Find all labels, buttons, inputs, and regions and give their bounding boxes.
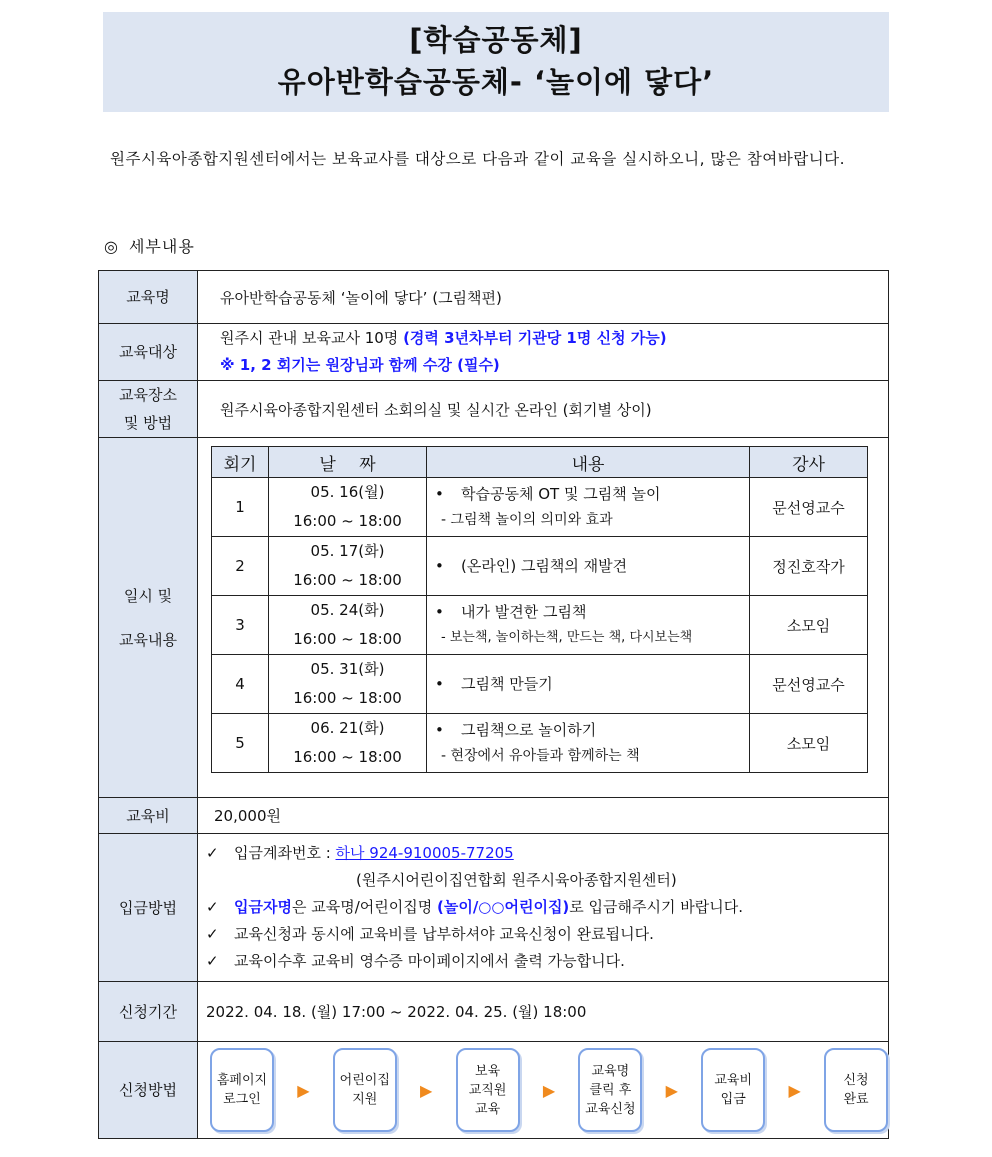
session-subtopic: - 그림책 놀이의 의미와 효과 (441, 512, 613, 528)
payment-label: 입금방법 (99, 834, 198, 982)
target-condition: (경력 3년차부터 기관당 1명 신청 가능) (403, 329, 667, 347)
step-text: 클릭 후 (589, 1082, 632, 1098)
step-text: 완료 (843, 1092, 869, 1107)
schedule-session-row (212, 478, 868, 537)
method-cell (198, 1042, 889, 1139)
session-instructor: 소모임 (750, 714, 868, 773)
step-text: 신청 (843, 1073, 869, 1088)
session-datetime (269, 714, 427, 773)
bullet-icon: • (435, 485, 444, 503)
section-heading (104, 234, 195, 257)
schedule-table (211, 446, 868, 773)
period-label: 신청기간 (99, 982, 198, 1042)
schedule-session-row (212, 655, 868, 714)
session-topic: 그림책으로 놀이하기 (461, 721, 597, 739)
step-text: 지원 (352, 1092, 378, 1107)
depositor-example: (놀이/○○어린이집) (436, 898, 570, 916)
payment-receipt-text: 교육이수후 교육비 영수증 마이페이지에서 출력 가능합니다. (234, 952, 625, 970)
session-datetime (269, 596, 427, 655)
payment-item-notice (206, 921, 888, 948)
arrow-right-icon: ▶ (297, 1080, 310, 1100)
details-table (98, 270, 889, 1139)
arrow-right-icon: ▶ (788, 1080, 801, 1100)
session-datetime (269, 655, 427, 714)
session-datetime (269, 478, 427, 537)
check-icon: ✓ (206, 844, 219, 862)
step-text: 로그인 (223, 1092, 261, 1107)
session-content (427, 596, 750, 655)
schedule-header-row (212, 447, 868, 478)
session-topic: (온라인) 그림책의 재발견 (461, 557, 628, 575)
flow-step-daycare-support (333, 1048, 397, 1132)
place-row (99, 381, 889, 438)
schedule-label-line2: 교육내용 (119, 630, 177, 649)
flow-step-staff-education (456, 1048, 520, 1132)
payment-item-receipt (206, 948, 888, 975)
bullet-icon: • (435, 721, 444, 739)
arrow-right-icon: ▶ (665, 1080, 678, 1100)
session-datetime (269, 537, 427, 596)
target-label: 교육대상 (99, 324, 198, 381)
course-name-value: 유아반학습공동체 ‘놀이에 닿다’ (그림책편) (198, 271, 889, 324)
depositor-tail: 로 입금해주시기 바랍니다. (569, 898, 743, 916)
place-label-line2: 및 방법 (123, 414, 173, 432)
session-time: 16:00 ~ 18:00 (293, 630, 402, 648)
step-text: 보육 (475, 1063, 501, 1079)
arrow-right-icon: ▶ (420, 1080, 433, 1100)
depositor-text: 은 교육명/어린이집명 (291, 898, 437, 916)
session-time: 16:00 ~ 18:00 (293, 512, 402, 530)
session-number: 2 (212, 537, 269, 596)
target-note: ※ 1, 2 회기는 원장님과 함께 수강 (필수) (220, 356, 500, 374)
method-row (99, 1042, 889, 1139)
method-label: 신청방법 (99, 1042, 198, 1139)
session-topic: 내가 발견한 그림책 (461, 603, 587, 621)
schedule-label-line1: 일시 및 (123, 586, 173, 605)
step-text: 교육신청 (585, 1101, 636, 1117)
header-session: 회기 (212, 447, 269, 478)
period-value: 2022. 04. 18. (월) 17:00 ~ 2022. 04. 25. (월) 18:00 (198, 982, 889, 1042)
session-number: 4 (212, 655, 269, 714)
place-label-line1: 교육장소 (119, 386, 177, 404)
bullet-icon: • (435, 675, 444, 693)
flow-step-payment (701, 1048, 765, 1132)
bullet-icon: • (435, 557, 444, 575)
session-content (427, 714, 750, 773)
application-flow (198, 1042, 888, 1138)
session-date: 05. 31(화) (310, 660, 385, 678)
payment-item-depositor (206, 894, 888, 921)
period-row (99, 982, 889, 1042)
fee-value: 20,000원 (198, 798, 889, 834)
schedule-session-row (212, 537, 868, 596)
step-text: 교육 (475, 1101, 501, 1117)
schedule-row (99, 438, 889, 798)
step-text: 입금 (720, 1092, 746, 1107)
session-number: 5 (212, 714, 269, 773)
place-label (99, 381, 198, 438)
step-text: 교육명 (591, 1063, 630, 1079)
session-date: 06. 21(화) (310, 719, 385, 737)
double-circle-icon: ◎ (104, 237, 119, 256)
session-number: 1 (212, 478, 269, 537)
step-text: 어린이집 (339, 1073, 390, 1088)
session-topic: 그림책 만들기 (461, 675, 553, 693)
session-number: 3 (212, 596, 269, 655)
check-icon: ✓ (206, 952, 219, 970)
arrow-right-icon: ▶ (542, 1080, 556, 1100)
fee-label: 교육비 (99, 798, 198, 834)
depositor-label: 입금자명 (234, 898, 292, 916)
title-category: [학습공동체] (409, 23, 583, 57)
session-subtopic: - 보는책, 놀이하는책, 만드는 책, 다시보는책 (441, 630, 693, 645)
check-icon: ✓ (206, 925, 219, 943)
session-content (427, 478, 750, 537)
header-instructor: 강사 (750, 447, 868, 478)
session-time: 16:00 ~ 18:00 (293, 689, 402, 707)
header-date: 날 짜 (269, 447, 427, 478)
account-holder: (원주시어린이집연합회 원주시육아종합지원센터) (356, 871, 677, 889)
session-instructor: 문선영교수 (750, 478, 868, 537)
page-title: 유아반학습공동체- ‘놀이에 닿다’ (277, 65, 715, 99)
payment-notice-text: 교육신청과 동시에 교육비를 납부하셔야 교육신청이 완료됩니다. (234, 925, 654, 943)
session-instructor: 정진호작가 (750, 537, 868, 596)
payment-cell (198, 834, 889, 982)
step-text: 교육비 (714, 1073, 753, 1088)
flow-step-complete (824, 1048, 888, 1132)
account-prefix: 입금계좌번호 : (234, 844, 336, 862)
target-row (99, 324, 889, 381)
bullet-icon: • (435, 603, 444, 621)
session-time: 16:00 ~ 18:00 (293, 748, 402, 766)
session-date: 05. 16(월) (310, 483, 385, 501)
section-heading-label: 세부내용 (128, 237, 195, 256)
session-instructor: 문선영교수 (750, 655, 868, 714)
session-content (427, 537, 750, 596)
step-text: 교직원 (468, 1082, 507, 1098)
course-name-row (99, 271, 889, 324)
title-banner (103, 12, 889, 112)
step-text: 홈페이지 (216, 1073, 268, 1088)
session-date: 05. 17(화) (310, 542, 385, 560)
check-icon: ✓ (206, 898, 219, 916)
schedule-session-row (212, 596, 868, 655)
fee-row (99, 798, 889, 834)
payment-list (198, 834, 888, 981)
session-topic: 학습공동체 OT 및 그림책 놀이 (461, 485, 661, 503)
session-subtopic: - 현장에서 유아들과 함께하는 책 (441, 748, 640, 764)
header-content: 내용 (427, 447, 750, 478)
course-name-label: 교육명 (99, 271, 198, 324)
schedule-label (99, 438, 198, 798)
schedule-cell (198, 438, 889, 798)
session-time: 16:00 ~ 18:00 (293, 571, 402, 589)
flow-step-login (210, 1048, 274, 1132)
flow-step-apply (578, 1048, 642, 1132)
session-date: 05. 24(화) (310, 601, 385, 619)
schedule-session-row (212, 714, 868, 773)
payment-row (99, 834, 889, 982)
account-number[interactable]: 하나 924-910005-77205 (335, 844, 514, 862)
target-value (198, 324, 889, 381)
intro-paragraph: 원주시육아종합지원센터에서는 보육교사를 대상으로 다음과 같이 교육을 실시하오니, 많은 참여바랍니다. (110, 150, 846, 168)
session-content (427, 655, 750, 714)
session-instructor: 소모임 (750, 596, 868, 655)
target-plain: 원주시 관내 보육교사 10명 (220, 329, 404, 347)
payment-item-account (206, 840, 888, 867)
place-value: 원주시육아종합지원센터 소회의실 및 실시간 온라인 (회기별 상이) (198, 381, 889, 438)
